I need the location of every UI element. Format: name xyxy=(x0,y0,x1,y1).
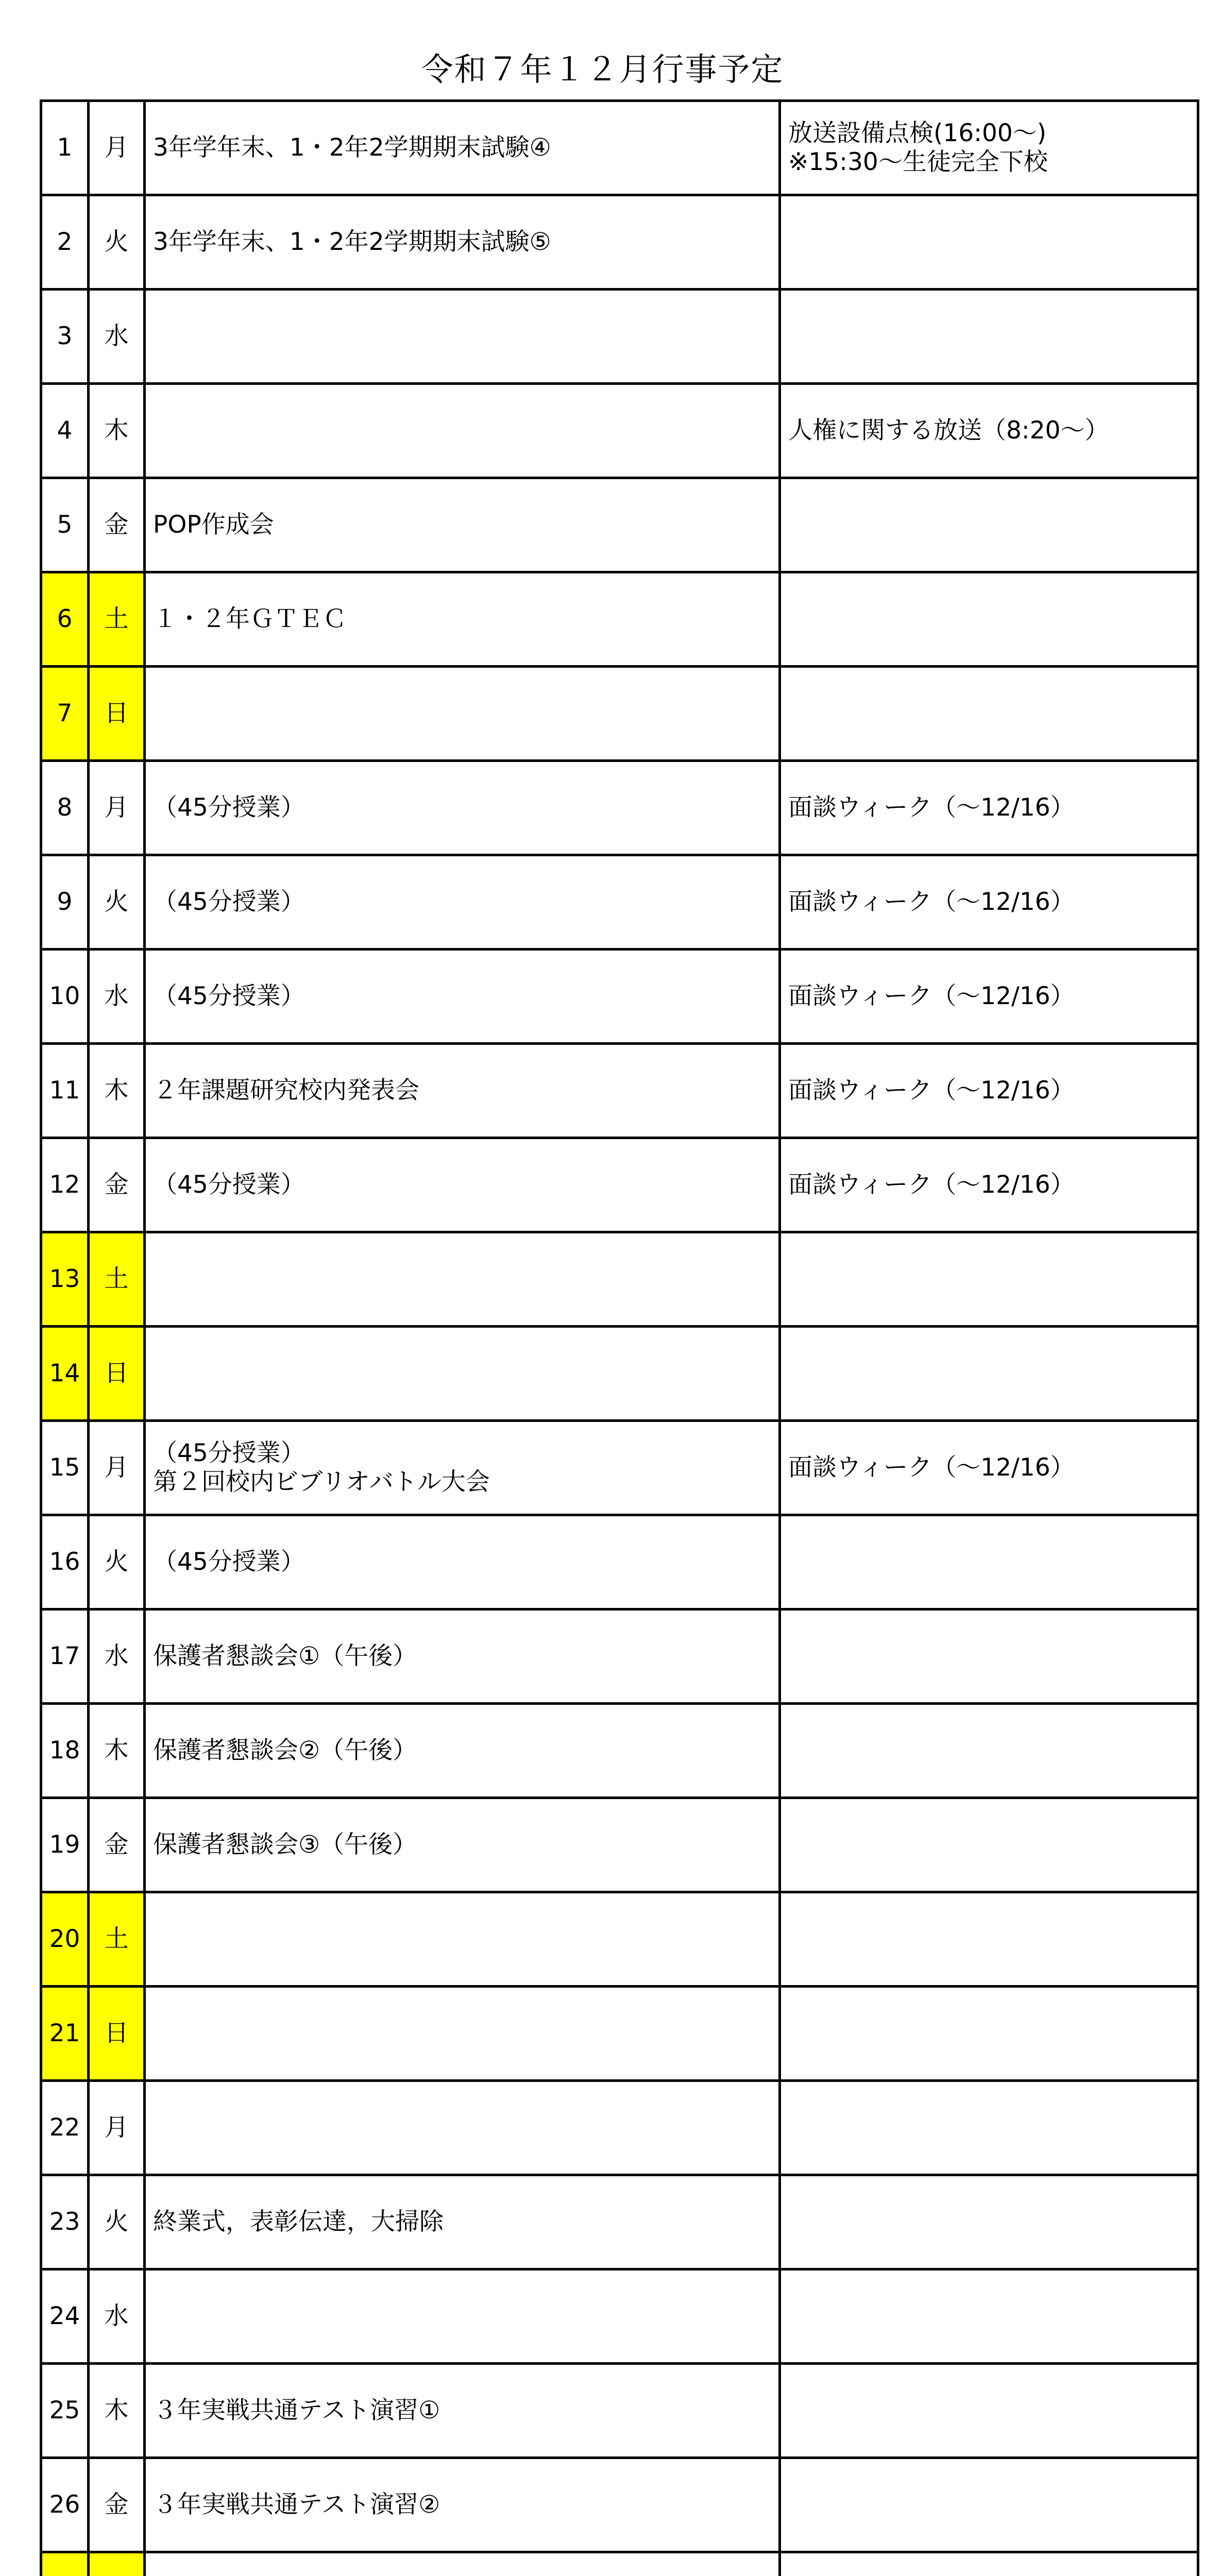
day-cell: 24 xyxy=(41,2269,89,2364)
note-cell xyxy=(780,478,1198,572)
day-cell: 1 xyxy=(41,101,89,195)
day-cell xyxy=(41,2552,89,2576)
day-cell: 5 xyxy=(41,478,89,572)
note-cell xyxy=(780,2081,1198,2175)
day-cell: 11 xyxy=(41,1044,89,1138)
weekday-cell: 金 xyxy=(89,1138,145,1232)
weekday-cell: 月 xyxy=(89,1421,145,1515)
note-cell: 面談ウィーク（〜12/16） xyxy=(780,1421,1198,1515)
weekday-cell: 月 xyxy=(89,2081,145,2175)
table-row xyxy=(41,1609,1198,1704)
event-cell: 保護者懇談会①（午後） xyxy=(145,1609,780,1704)
table-row xyxy=(41,1327,1198,1421)
weekday-cell: 土 xyxy=(89,572,145,667)
day-cell: 23 xyxy=(41,2175,89,2269)
weekday-cell: 木 xyxy=(89,384,145,478)
note-cell xyxy=(780,1798,1198,1892)
note-cell: 面談ウィーク（〜12/16） xyxy=(780,1044,1198,1138)
day-cell: 9 xyxy=(41,855,89,950)
event-cell: ２年課題研究校内発表会 xyxy=(145,1044,780,1138)
event-cell: （45分授業） xyxy=(145,761,780,855)
day-cell: 2 xyxy=(41,195,89,290)
event-cell: ３年実戦共通テスト演習② xyxy=(145,2458,780,2552)
event-cell xyxy=(145,667,780,761)
table-row xyxy=(41,1232,1198,1327)
day-cell: 6 xyxy=(41,572,89,667)
table-row xyxy=(41,2081,1198,2175)
note-cell xyxy=(780,1609,1198,1704)
weekday-cell: 火 xyxy=(89,2175,145,2269)
note-cell: 人権に関する放送（8:20〜） xyxy=(780,384,1198,478)
table-row xyxy=(41,2269,1198,2364)
table-row xyxy=(41,572,1198,667)
weekday-cell: 月 xyxy=(89,761,145,855)
weekday-cell: 木 xyxy=(89,1704,145,1798)
day-cell: 17 xyxy=(41,1609,89,1704)
table-row xyxy=(41,1138,1198,1232)
table-row xyxy=(41,1044,1198,1138)
weekday-cell: 金 xyxy=(89,2458,145,2552)
note-cell: 放送設備点検(16:00〜) ※15:30〜生徒完全下校 xyxy=(780,101,1198,195)
day-cell: 18 xyxy=(41,1704,89,1798)
table-row xyxy=(41,1892,1198,1987)
table-row xyxy=(41,950,1198,1044)
note-cell: 面談ウィーク（〜12/16） xyxy=(780,950,1198,1044)
weekday-cell: 水 xyxy=(89,1609,145,1704)
day-cell: 15 xyxy=(41,1421,89,1515)
weekday-cell: 火 xyxy=(89,1515,145,1609)
weekday-cell: 火 xyxy=(89,855,145,950)
note-cell xyxy=(780,2552,1198,2576)
day-cell: 22 xyxy=(41,2081,89,2175)
note-cell xyxy=(780,572,1198,667)
table-row xyxy=(41,761,1198,855)
table-row xyxy=(41,1798,1198,1892)
day-cell: 14 xyxy=(41,1327,89,1421)
table-row xyxy=(41,855,1198,950)
event-cell xyxy=(145,1987,780,2081)
note-cell xyxy=(780,290,1198,384)
note-cell xyxy=(780,2364,1198,2458)
event-cell xyxy=(145,384,780,478)
table-row xyxy=(41,290,1198,384)
weekday-cell: 木 xyxy=(89,1044,145,1138)
weekday-cell: 月 xyxy=(89,101,145,195)
event-cell xyxy=(145,290,780,384)
note-cell xyxy=(780,1987,1198,2081)
table-row xyxy=(41,1515,1198,1609)
event-cell xyxy=(145,1892,780,1987)
weekday-cell: 火 xyxy=(89,195,145,290)
table-row xyxy=(41,384,1198,478)
table-row xyxy=(41,1704,1198,1798)
table-row xyxy=(41,667,1198,761)
weekday-cell: 水 xyxy=(89,290,145,384)
day-cell: 25 xyxy=(41,2364,89,2458)
weekday-cell: 日 xyxy=(89,667,145,761)
day-cell: 16 xyxy=(41,1515,89,1609)
weekday-cell: 木 xyxy=(89,2364,145,2458)
event-cell xyxy=(145,1327,780,1421)
weekday-cell: 金 xyxy=(89,478,145,572)
event-cell: （45分授業） xyxy=(145,1138,780,1232)
event-cell: （45分授業） xyxy=(145,855,780,950)
weekday-cell: 日 xyxy=(89,1327,145,1421)
day-cell: 26 xyxy=(41,2458,89,2552)
note-cell: 面談ウィーク（〜12/16） xyxy=(780,1138,1198,1232)
note-cell xyxy=(780,1327,1198,1421)
schedule-table xyxy=(40,99,1199,2576)
day-cell: 4 xyxy=(41,384,89,478)
event-cell xyxy=(145,2552,780,2576)
event-cell: 保護者懇談会②（午後） xyxy=(145,1704,780,1798)
day-cell: 20 xyxy=(41,1892,89,1987)
weekday-cell xyxy=(89,2552,145,2576)
note-cell xyxy=(780,2458,1198,2552)
note-cell xyxy=(780,195,1198,290)
event-cell: １・２年ＧＴＥＣ xyxy=(145,572,780,667)
note-cell xyxy=(780,1892,1198,1987)
weekday-cell: 日 xyxy=(89,1987,145,2081)
day-cell: 10 xyxy=(41,950,89,1044)
event-cell: 保護者懇談会③（午後） xyxy=(145,1798,780,1892)
weekday-cell: 土 xyxy=(89,1232,145,1327)
table-row xyxy=(41,101,1198,195)
day-cell: 21 xyxy=(41,1987,89,2081)
event-cell xyxy=(145,1232,780,1327)
note-cell xyxy=(780,2269,1198,2364)
note-cell xyxy=(780,1704,1198,1798)
day-cell: 12 xyxy=(41,1138,89,1232)
note-cell: 面談ウィーク（〜12/16） xyxy=(780,855,1198,950)
day-cell: 19 xyxy=(41,1798,89,1892)
table-row xyxy=(41,2364,1198,2458)
event-cell: （45分授業） 第２回校内ビブリオバトル大会 xyxy=(145,1421,780,1515)
note-cell xyxy=(780,667,1198,761)
event-cell: ３年実戦共通テスト演習① xyxy=(145,2364,780,2458)
page-title: 令和７年１２月行事予定 xyxy=(421,50,784,88)
table-row xyxy=(41,195,1198,290)
event-cell xyxy=(145,2081,780,2175)
table-row xyxy=(41,478,1198,572)
table-row xyxy=(41,1421,1198,1515)
table-row xyxy=(41,1987,1198,2081)
event-cell: 終業式，表彰伝達，大掃除 xyxy=(145,2175,780,2269)
weekday-cell: 金 xyxy=(89,1798,145,1892)
day-cell: 3 xyxy=(41,290,89,384)
day-cell: 7 xyxy=(41,667,89,761)
note-cell xyxy=(780,2175,1198,2269)
event-cell xyxy=(145,2269,780,2364)
event-cell: （45分授業） xyxy=(145,950,780,1044)
table-row xyxy=(41,2175,1198,2269)
schedule-body xyxy=(41,101,1198,2576)
weekday-cell: 水 xyxy=(89,2269,145,2364)
event-cell: 3年学年末、1・2年2学期期末試験④ xyxy=(145,101,780,195)
note-cell: 面談ウィーク（〜12/16） xyxy=(780,761,1198,855)
weekday-cell: 水 xyxy=(89,950,145,1044)
note-cell xyxy=(780,1515,1198,1609)
table-row xyxy=(41,2458,1198,2552)
note-cell xyxy=(780,1232,1198,1327)
day-cell: 13 xyxy=(41,1232,89,1327)
event-cell: 3年学年末、1・2年2学期期末試験⑤ xyxy=(145,195,780,290)
event-cell: （45分授業） xyxy=(145,1515,780,1609)
weekday-cell: 土 xyxy=(89,1892,145,1987)
day-cell: 8 xyxy=(41,761,89,855)
event-cell: POP作成会 xyxy=(145,478,780,572)
table-row xyxy=(41,2552,1198,2576)
